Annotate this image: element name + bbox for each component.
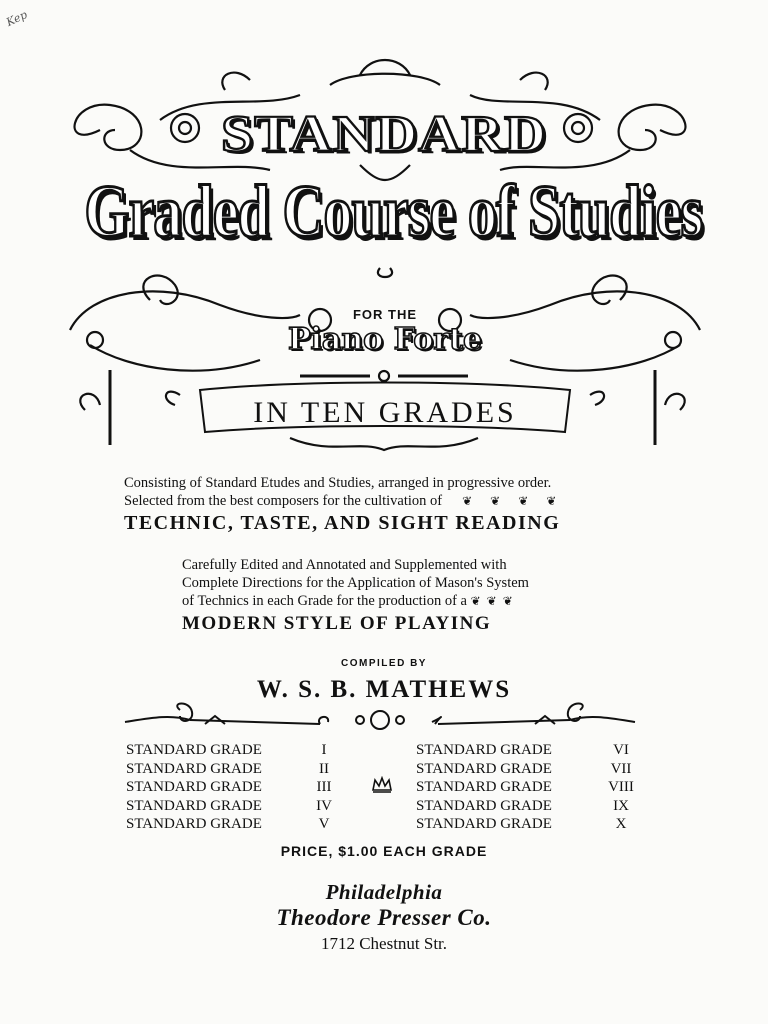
grade-label: STANDARD GRADE (416, 797, 552, 814)
grade-number: II (319, 760, 329, 777)
grade-row (126, 742, 646, 761)
editing-line-1: Carefully Edited and Annotated and Supplemented with (182, 557, 507, 573)
grade-number: III (316, 779, 332, 795)
publisher-address: 1712 Chestnut Str. (320, 934, 448, 953)
compiled-by-label: COMPILED BY (341, 658, 427, 669)
title-for-the: FOR THE (352, 307, 418, 322)
grade-label: STANDARD GRADE (126, 742, 262, 758)
grade-label: STANDARD GRADE (126, 816, 262, 832)
heading-technic: TECHNIC, TASTE, AND SIGHT READING (124, 512, 561, 534)
heading-modern-style: MODERN STYLE OF PLAYING (182, 613, 492, 634)
title-standard: STANDARD (221, 104, 547, 163)
title-graded-course: Graded Course of Studies (84, 171, 703, 253)
grade-row (126, 798, 646, 817)
grade-label: STANDARD GRADE (416, 760, 552, 777)
crown-ornament-icon (371, 776, 393, 794)
price-line: PRICE, $1.00 EACH GRADE (280, 843, 488, 859)
grade-number: X (615, 816, 627, 832)
grade-label: STANDARD GRADE (126, 797, 262, 814)
grade-number: I (321, 742, 327, 758)
grade-number: V (318, 816, 330, 832)
grade-number: VIII (608, 779, 634, 795)
grade-label: STANDARD GRADE (416, 816, 552, 832)
grade-number: IV (316, 797, 332, 814)
grade-row (126, 816, 646, 835)
ornament-glyphs: ❦❦❦❦ (462, 494, 575, 508)
editing-paragraph (182, 556, 602, 610)
publisher-city: Philadelphia (325, 880, 443, 904)
grade-number: VII (610, 760, 632, 777)
author-name: W. S. B. MATHEWS (256, 676, 512, 703)
description-line-2 (124, 492, 634, 510)
description-line-2-text: Selected from the best composers for the cultivation of (124, 493, 443, 509)
editing-line-3 (182, 592, 602, 610)
ornamental-divider (120, 700, 640, 740)
editing-line-3-text: of Technics in each Grade for the production of a (182, 593, 467, 609)
margin-note: Kep (4, 8, 30, 29)
grade-label: STANDARD GRADE (416, 779, 552, 795)
description-line-1: Consisting of Standard Etudes and Studies, arranged in progressive order. (124, 475, 552, 491)
grades-list (126, 742, 646, 835)
grade-label: STANDARD GRADE (416, 742, 552, 758)
grade-label: STANDARD GRADE (126, 760, 262, 777)
grade-number: IX (613, 797, 629, 814)
ornament-glyphs: ❦❦❦ (470, 594, 519, 608)
title-in-ten-grades: IN TEN GRADES (253, 396, 517, 429)
publisher-name: Theodore Presser Co. (276, 905, 492, 930)
title-piano-forte: Piano Forte (287, 322, 483, 357)
description-paragraph (124, 474, 634, 510)
grade-label: STANDARD GRADE (126, 779, 262, 795)
editing-line-2: Complete Directions for the Application of Mason's System (182, 575, 529, 591)
grade-number: VI (613, 742, 629, 758)
